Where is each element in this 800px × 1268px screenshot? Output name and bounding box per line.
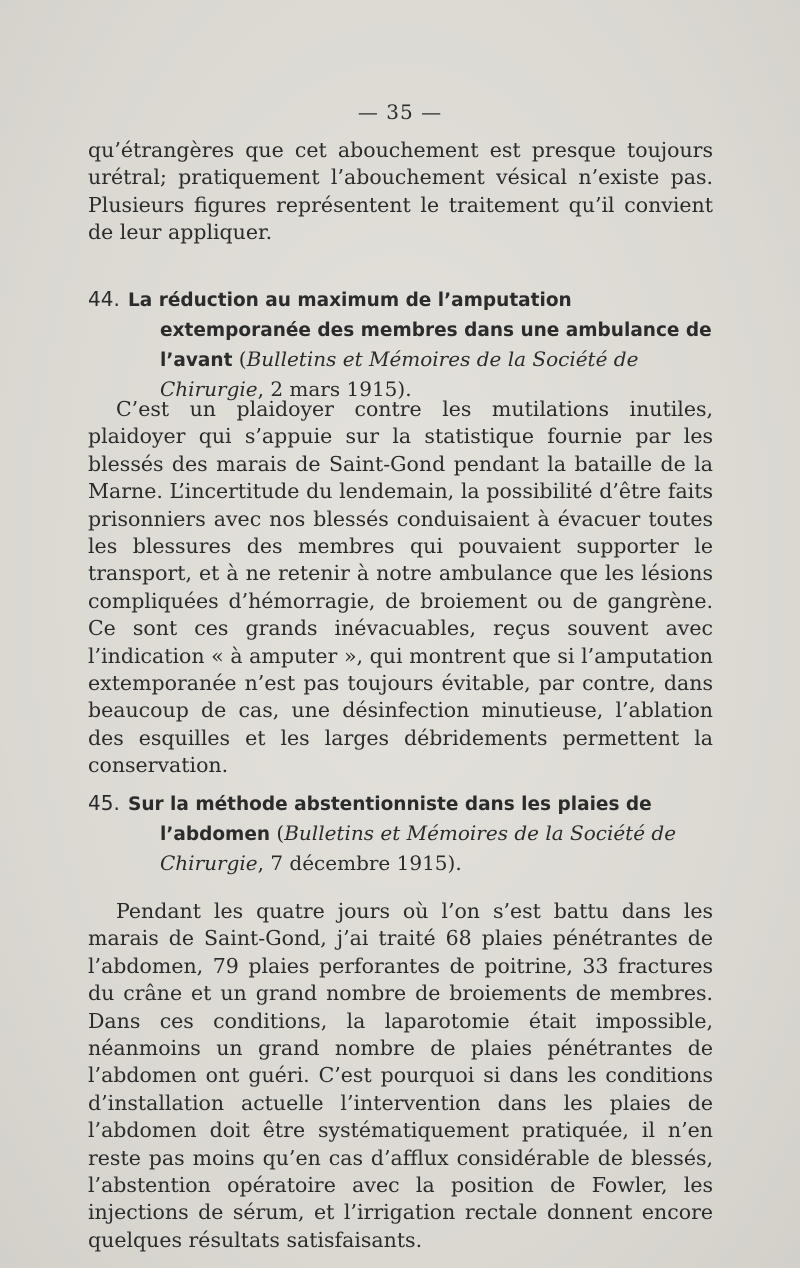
reference-date: , 2 mars 1915). — [257, 377, 412, 401]
entry-44-body — [88, 396, 713, 780]
reference-open: ( — [276, 821, 285, 845]
intro-text: qu’étrangères que cet abouchement est presque toujours urétral; pratiquement l’abouchement vésical n’existe pas. Plusieurs figures représentent le traitement qu’il convient de leur appliquer. — [88, 138, 713, 245]
reference-date: , 7 décembre 1915). — [257, 851, 462, 875]
reference-open: ( — [238, 347, 247, 371]
entry-heading-text — [128, 789, 728, 877]
entry-number: 45. — [88, 791, 120, 815]
entry-44-heading — [88, 285, 728, 403]
intro-paragraph — [88, 137, 713, 247]
entry-reference — [160, 347, 638, 401]
entry-45-body — [88, 898, 713, 1254]
entry-number: 44. — [88, 287, 120, 311]
entry-body-text: Pendant les quatre jours où l’on s’est battu dans les marais de Saint-Gond, j’ai traité 68 plaies pénétrantes de l’abdomen, 79 plaies perforantes de poitrine, 33 fractures du crâne et un grand nombre de broiements de membres. Dans ces conditions, la laparotomie était impossible, néanmoins un grand nombre de plaies pénétrantes de l’abdomen ont guéri. C’est pourquoi si dans les conditions d’installation actuelle l’intervention dans les plaies de l’abdomen doit être systématiquement pratiquée, il n’en reste pas moins qu’en cas d’afflux considérable de blessés, l’abstention opératoire avec la position de Fowler, les injections de sérum, et l’irrigation rectale donnent encore quelques résultats satisfaisants. — [88, 899, 713, 1252]
entry-title: Sur la méthode abstentionniste dans les plaies de l’abdomen — [128, 794, 652, 845]
reference-journal: Bulletins et Mémoires de la Société de Chirurgie — [160, 821, 677, 875]
entry-body-text: C’est un plaidoyer contre les mutilations inutiles, plaidoyer qui s’appuie sur la statistique fournie par les blessés des marais de Saint-Gond pendant la bataille de la Marne. L’incertitude du lendemain, la possibilité d’être faits prisonniers avec nos blessés conduisaient à évacuer toutes les blessures des membres qui pouvaient supporter le transport, et à ne retenir à notre ambulance que les lésions compliquées d’hémorragie, de broiement ou de gangrène. Ce sont ces grands inévacuables, reçus souvent avec l’indication « à amputer », qui montrent que si l’amputation extemporanée n’est pas toujours évitable, par contre, dans beaucoup de cas, une désinfection minutieuse, l’ablation des esquilles et les larges débridements permettent la conservation. — [88, 397, 713, 778]
page-number: — 35 — — [357, 100, 443, 124]
entry-45-heading — [88, 789, 728, 877]
reference-journal: Bulletins et Mémoires de la Société de Chirurgie — [160, 347, 639, 401]
entry-title: La réduction au maximum de l’amputation extemporanée des membres dans une ambulance de l’avant — [128, 290, 712, 371]
entry-heading-text — [128, 285, 728, 403]
